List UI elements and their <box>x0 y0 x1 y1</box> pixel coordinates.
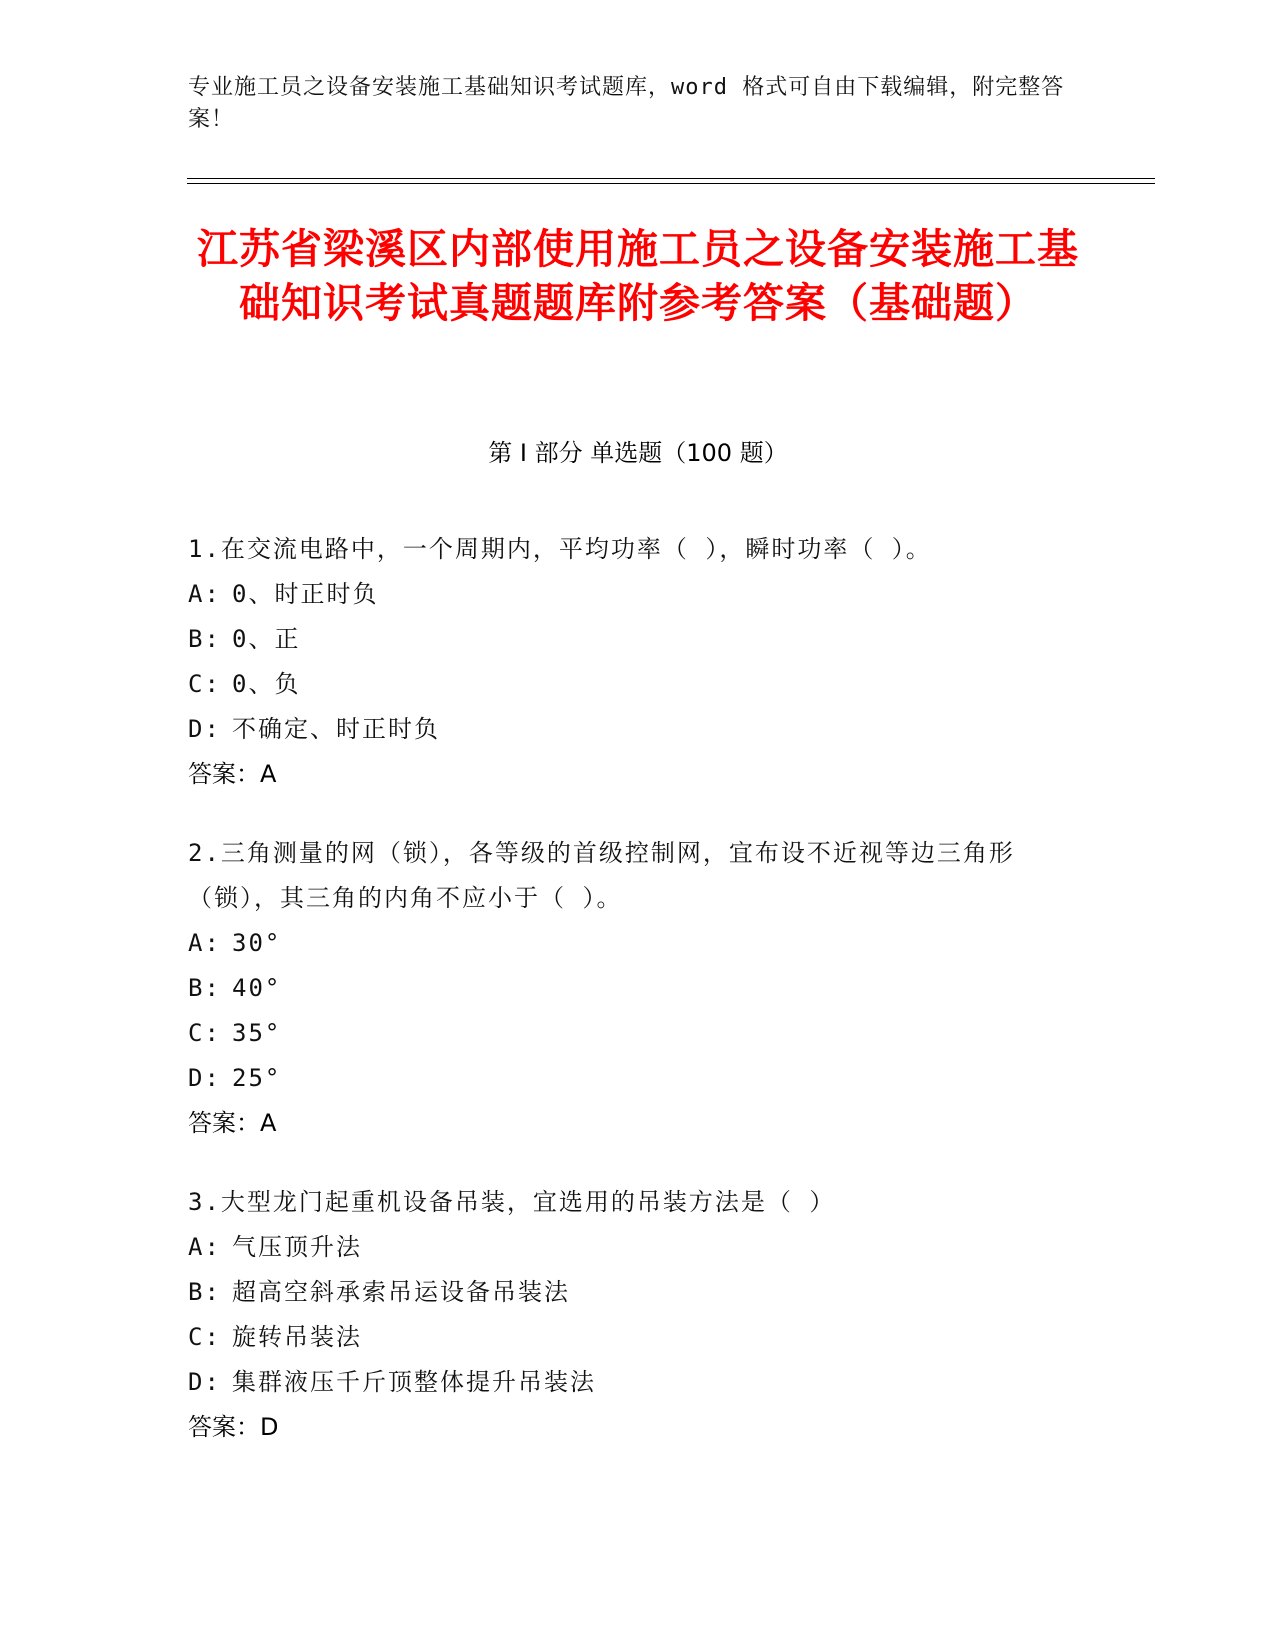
option-text: 0、时正时负 <box>232 580 379 608</box>
question-item <box>188 831 1088 1146</box>
document-title: 江苏省梁溪区内部使用施工员之设备安装施工基础知识考试真题题库附参考答案（基础题） <box>197 225 1079 327</box>
question-text: 1.在交流电路中，一个周期内，平均功率（ ），瞬时功率（ ）。 <box>188 535 932 563</box>
option-text: 0、正 <box>232 625 301 653</box>
option-d <box>188 1056 1088 1101</box>
answer-line <box>188 1405 1088 1450</box>
header-divider-bottom <box>187 183 1155 184</box>
option-label: A: <box>188 1233 221 1261</box>
option-label: A: <box>188 929 221 957</box>
header-note: 专业施工员之设备安装施工基础知识考试题库，word 格式可自由下载编辑，附完整答案！ <box>188 75 1065 132</box>
option-d <box>188 1360 1088 1405</box>
option-text: 不确定、时正时负 <box>232 715 440 743</box>
option-text: 气压顶升法 <box>232 1233 362 1261</box>
option-text: 超高空斜承索吊运设备吊装法 <box>232 1278 570 1306</box>
option-label: C: <box>188 1019 221 1047</box>
answer-value: D <box>260 1413 279 1441</box>
option-c <box>188 1011 1088 1056</box>
option-text: 35° <box>232 1019 282 1047</box>
question-text: 2.三角测量的网（锁），各等级的首级控制网，宜布设不近视等边三角形（锁），其三角的内角不应小于（ ）。 <box>188 839 1015 912</box>
section-title: 第 I 部分 单选题（100 题） <box>488 439 788 467</box>
answer-prefix: 答案： <box>188 1413 260 1441</box>
answer-prefix: 答案： <box>188 1109 260 1137</box>
option-text: 40° <box>232 974 282 1002</box>
option-label: C: <box>188 670 221 698</box>
answer-prefix: 答案： <box>188 760 260 788</box>
option-text: 旋转吊装法 <box>232 1323 362 1351</box>
option-text: 集群液压千斤顶整体提升吊装法 <box>232 1368 596 1396</box>
option-b <box>188 966 1088 1011</box>
question-list <box>188 527 1088 1484</box>
option-label: D: <box>188 1064 221 1092</box>
option-a <box>188 1225 1088 1270</box>
option-text: 25° <box>232 1064 282 1092</box>
question-item <box>188 527 1088 797</box>
option-label: B: <box>188 974 221 1002</box>
answer-line <box>188 1101 1088 1146</box>
option-c <box>188 662 1088 707</box>
option-b <box>188 1270 1088 1315</box>
option-label: B: <box>188 625 221 653</box>
option-a <box>188 572 1088 617</box>
option-text: 30° <box>232 929 282 957</box>
header-divider-top <box>187 178 1155 179</box>
option-label: D: <box>188 715 221 743</box>
option-a <box>188 921 1088 966</box>
option-text: 0、负 <box>232 670 301 698</box>
answer-value: A <box>260 1109 277 1137</box>
option-label: A: <box>188 580 221 608</box>
option-b <box>188 617 1088 662</box>
option-c <box>188 1315 1088 1360</box>
answer-value: A <box>260 760 277 788</box>
option-label: B: <box>188 1278 221 1306</box>
question-text: 3.大型龙门起重机设备吊装，宜选用的吊装方法是（ ） <box>188 1188 836 1216</box>
question-item <box>188 1180 1088 1450</box>
option-label: C: <box>188 1323 221 1351</box>
option-label: D: <box>188 1368 221 1396</box>
answer-line <box>188 752 1088 797</box>
option-d <box>188 707 1088 752</box>
